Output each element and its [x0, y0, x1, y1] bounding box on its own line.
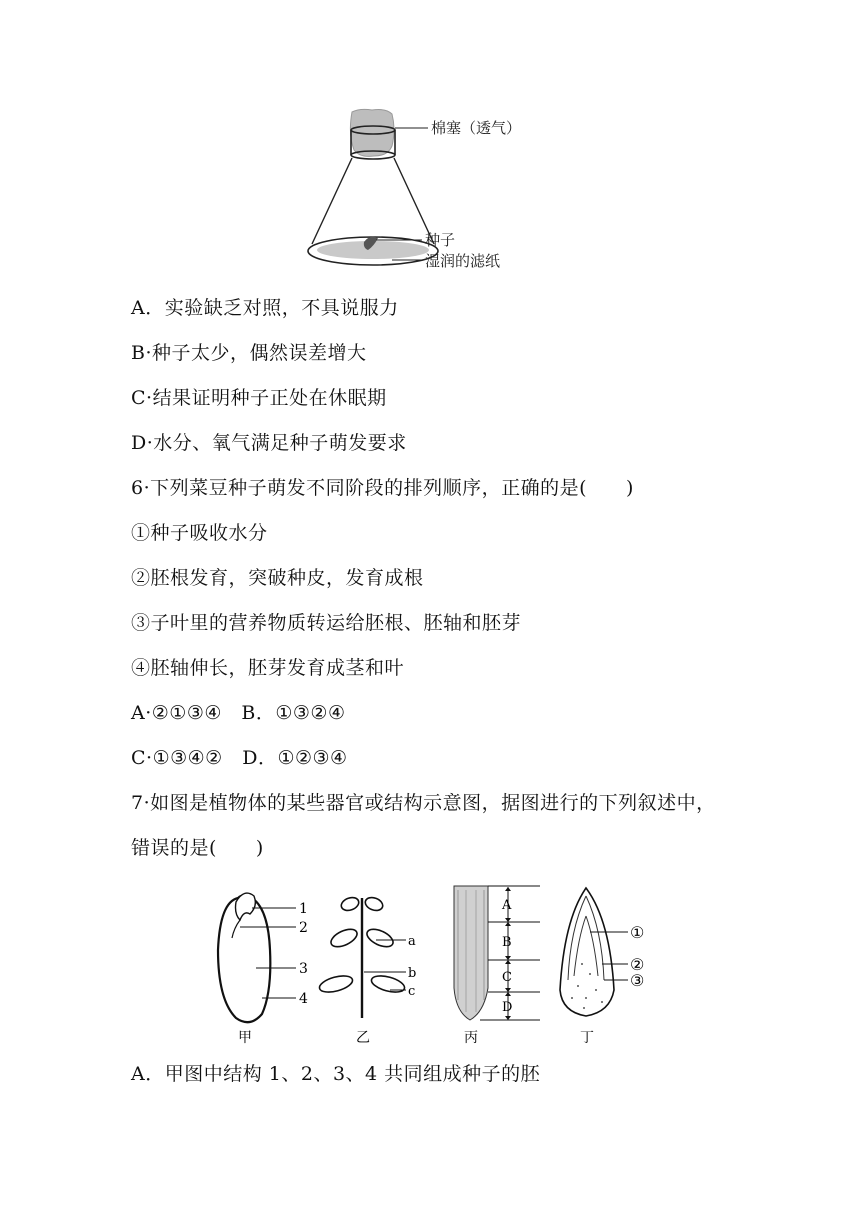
caption-jia: 甲: [238, 1030, 252, 1046]
bing-label-a: A: [502, 898, 512, 913]
q7-stem-line1: 7·如图是植物体的某些器官或结构示意图，据图进行的下列叙述中，: [131, 792, 716, 814]
jia-label-2: 2: [299, 920, 308, 936]
yi-label-a: a: [408, 934, 416, 949]
q6-step-1: ①种子吸收水分: [131, 522, 268, 544]
q6-stem: 6·下列菜豆种子萌发不同阶段的排列顺序，正确的是( ): [131, 477, 634, 499]
bud-icon: [560, 888, 614, 1016]
cotton-plug-label: 棉塞（透气）: [431, 119, 522, 137]
q5-option-a: A．实验缺乏对照，不具说服力: [131, 297, 399, 319]
q6-step-2: ②胚根发育，突破种皮，发育成根: [131, 567, 424, 589]
plant-structures-figure: [200, 880, 680, 1050]
bing-label-c: C: [502, 970, 512, 985]
bing-label-d: D: [502, 1000, 513, 1015]
yi-label-b: b: [408, 966, 417, 981]
ding-label-1: ①: [630, 923, 645, 942]
caption-yi: 乙: [356, 1030, 370, 1046]
panel-jia: [218, 893, 308, 1046]
jia-label-3: 3: [299, 961, 308, 977]
bing-label-b: B: [502, 935, 512, 950]
jia-label-4: 4: [299, 991, 308, 1007]
q6-step-3: ③子叶里的营养物质转运给胚根、胚轴和胚芽: [131, 612, 522, 634]
panel-yi: [318, 895, 417, 1046]
q5-option-d: D·水分、氧气满足种子萌发要求: [131, 432, 407, 454]
ding-label-3: ③: [630, 971, 645, 990]
q6-options-ab: A·②①③④ B．①③②④: [131, 702, 346, 724]
root-tip-icon: [454, 886, 488, 1020]
q5-option-b: B·种子太少，偶然误差增大: [131, 342, 367, 364]
experiment-figure: [300, 100, 570, 280]
yi-label-c: c: [408, 984, 416, 999]
ding-label-2: ②: [630, 955, 645, 974]
q7-stem-line2: 错误的是( ): [131, 837, 264, 859]
q7-option-a: A．甲图中结构 1、2、3、4 共同组成种子的胚: [131, 1063, 541, 1085]
q6-step-4: ④胚轴伸长，胚芽发育成茎和叶: [131, 657, 405, 679]
jia-label-1: 1: [299, 901, 308, 917]
filter-paper-label: 湿润的滤纸: [425, 252, 501, 270]
caption-bing: 丙: [464, 1030, 478, 1046]
caption-ding: 丁: [580, 1030, 594, 1046]
panel-bing: [454, 886, 540, 1046]
seed-label: 种子: [425, 231, 456, 249]
panel-ding: [560, 888, 644, 1046]
q5-option-c: C·结果证明种子正处在休眠期: [131, 387, 387, 409]
q6-options-cd: C·①③④② D．①②③④: [131, 747, 348, 769]
